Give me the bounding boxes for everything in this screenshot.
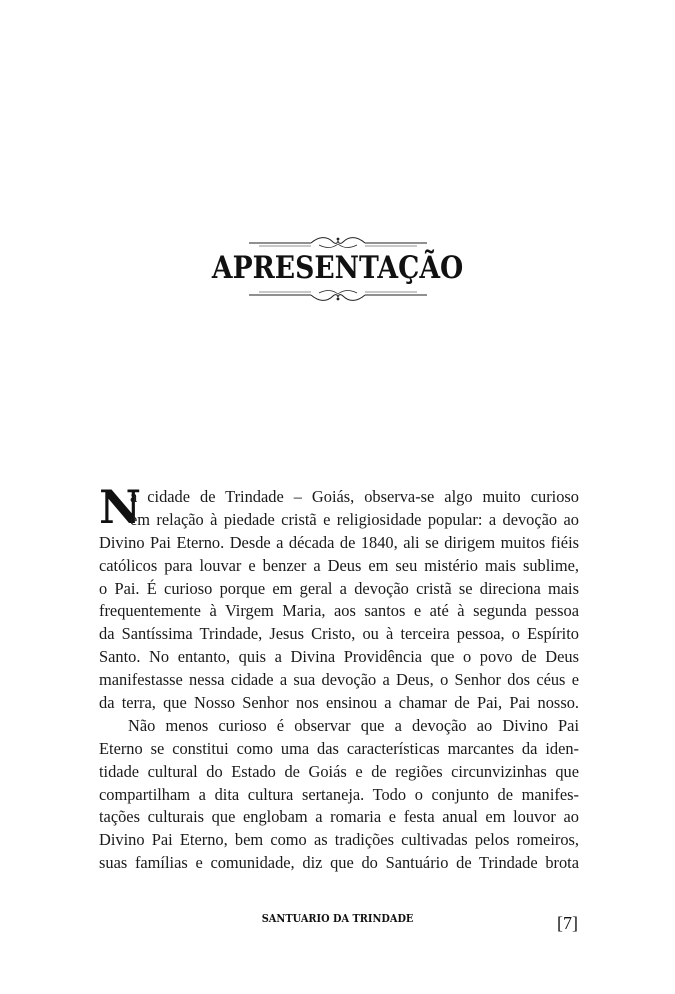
text-line: Santo. No entanto, quis a Divina Providência que o povo de Deus [99, 647, 579, 667]
text-line: frequentemente à Virgem Maria, aos santos e até à segunda pessoa [99, 601, 579, 621]
bottom-ornament-icon [249, 288, 427, 302]
chapter-title: APRESENTAÇÃO [211, 250, 464, 286]
text-line: Divino Pai Eterno. Desde a década de 1840, ali se dirigem muitos fiéis [99, 532, 579, 552]
text-line: Eterno se constitui como uma das características marcantes da iden- [99, 738, 579, 758]
text-line: a cidade de Trindade – Goiás, observa-se algo muito curioso [130, 487, 579, 506]
drop-cap: N [99, 480, 142, 534]
text-line: Divino Pai Eterno, bem como as tradições cultivadas pelos romeiros, [99, 830, 579, 850]
text-line: da terra, que Nosso Senhor nos ensinou a chamar de Pai, Pai nosso. [99, 693, 579, 713]
running-footer: SANTUARIO DA TRINDADE [261, 911, 414, 925]
text-line: tações culturais que englobam a romaria e festa anual em louvor ao [99, 807, 579, 827]
text-line: o Pai. É curioso porque em geral a devoção cristã se direciona mais [99, 578, 579, 598]
text-line: suas famílias e comunidade, diz que do Santuário de Trindade brota [99, 853, 579, 873]
body-text [99, 480, 579, 875]
text-line: manifestasse nessa cidade a sua devoção a Deus, o Senhor dos céus e [99, 670, 579, 690]
text-line: em relação à piedade cristã e religiosidade popular: a devoção ao [130, 509, 579, 529]
text-line: da Santíssima Trindade, Jesus Cristo, ou à terceira pessoa, o Espírito [99, 624, 579, 644]
text-line: católicos para louvar e benzer a Deus em seu mistério mais sublime, [99, 555, 579, 575]
text-line: Não menos curioso é observar que a devoção ao Divino Pai [128, 715, 579, 735]
text-line: tidade cultural do Estado de Goiás e de regiões circunvizinhas que [99, 761, 579, 781]
page-number: [7] [557, 913, 578, 933]
text-line: compartilham a dita cultura sertaneja. Todo o conjunto de manifes- [99, 784, 579, 804]
